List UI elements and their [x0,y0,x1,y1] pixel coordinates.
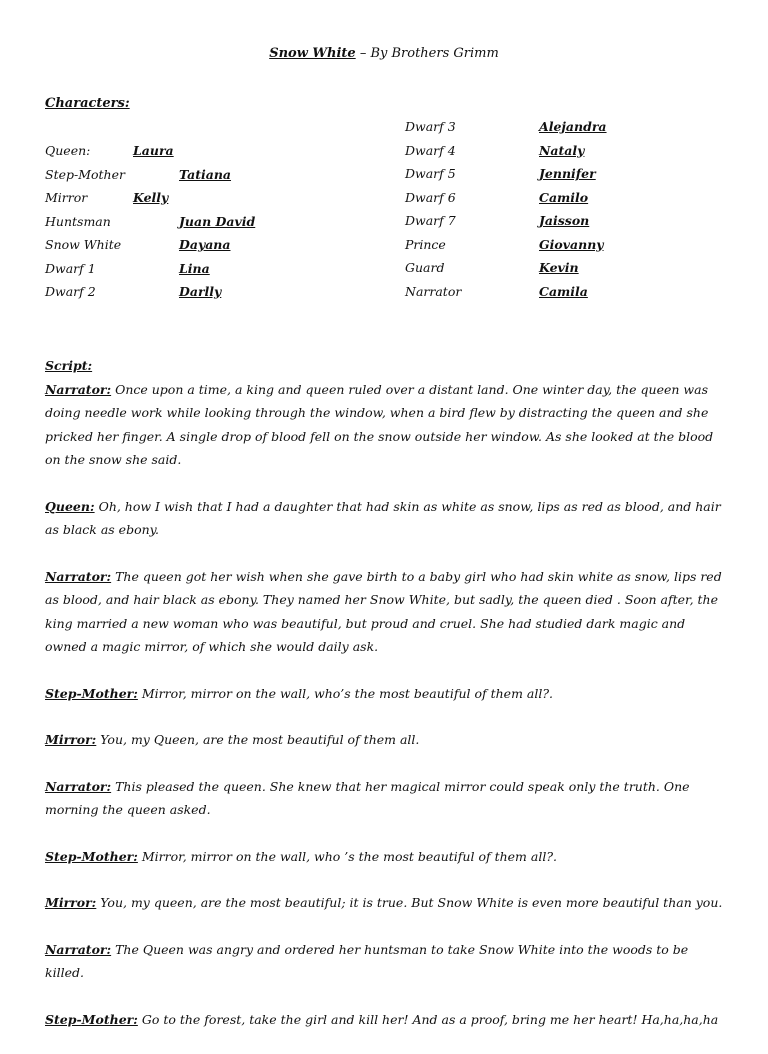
script-line [45,891,730,915]
cast-row [405,119,705,139]
cast-actor: Kevin [539,260,579,275]
cast-role: Huntsman [45,213,111,229]
script-line [45,565,730,659]
cast-actor: Kelly [133,190,169,205]
cast-actor: Lina [179,260,210,276]
cast-role: Dwarf 1 [45,260,96,276]
speaker-name: Mirror: [45,732,97,747]
dialogue-text: Once upon a time, a king and queen ruled over a distant land. One winter day, the queen was doing needle work while looking through the window, when a bird flew by distracting the queen and she pricked her finger. A single drop of blood fell on the snow outside her window. As she looked at the blood on the snow she said. [45,381,714,467]
script-line [45,682,730,706]
cast-actor: Giovanny [539,236,604,252]
cast-role: Dwarf 3 [405,119,456,134]
speaker-name: Narrator: [45,941,112,957]
dialogue-text: Go to the forest, take the girl and kill her! And as a proof, bring me her heart! Ha,ha,ha,ha [137,1011,719,1027]
script-line [45,495,730,542]
cast-row [45,143,345,163]
script-line [45,845,730,869]
cast-list-left [45,143,345,313]
dialogue-text: The queen got her wish when she gave birth to a baby girl who had skin white as snow, lips red as blood, and hair black as ebony. They named her Snow White, but sadly, the queen died . Soon after, the king married a new woman who was beautiful, but proud and cruel. She had studied dark magic and owned a magic mirror, of which she would daily ask. [45,568,722,654]
cast-role: Narrator [405,283,462,299]
cast-row [405,190,705,210]
dialogue-text: Mirror, mirror on the wall, who ’s the most beautiful of them all?. [137,848,557,864]
cast-role: Step-Mother [45,166,125,182]
cast-actor: Laura [133,143,174,158]
characters-heading: Characters: [45,96,130,111]
cast-role: Prince [405,236,446,252]
cast-role: Dwarf 2 [45,284,96,299]
script-line [45,775,730,822]
cast-row [45,237,345,257]
cast-row [45,214,345,234]
title-main: Snow White [269,46,356,61]
cast-actor: Alejandra [539,119,607,134]
cast-row [405,237,705,257]
cast-actor: Tatiana [179,166,232,182]
script-line [45,1008,730,1032]
dialogue-text: Oh, how I wish that I had a daughter that had skin as white as snow, lips as red as blood, and hair as black as ebony. [45,498,721,537]
script-line [45,938,730,985]
cast-role: Dwarf 6 [405,189,456,205]
cast-role: Queen: [45,143,91,158]
speaker-name: Narrator: [45,568,112,584]
cast-role: Mirror [45,190,88,205]
speaker-name: Mirror: [45,895,97,910]
title-subtitle: By Brothers Grimm [370,46,499,61]
cast-actor: Dayana [179,237,231,252]
document-title [0,46,768,61]
cast-role: Guard [405,260,445,275]
speaker-name: Step-Mother: [45,848,138,864]
cast-row [45,167,345,187]
speaker-name: Queen: [45,498,95,514]
script-body [45,378,730,1032]
dialogue-text: You, my queen, are the most beautiful; it is true. But Snow White is even more beautiful than you. [96,895,723,910]
dialogue-text: The Queen was angry and ordered her huntsman to take Snow White into the woods to be killed. [45,941,689,980]
script-section [45,354,730,1054]
speaker-name: Step-Mother: [45,1011,138,1027]
cast-actor: Camila [539,283,588,299]
cast-actor: Jennifer [539,166,596,181]
speaker-name: Step-Mother: [45,685,138,701]
dialogue-text: You, my Queen, are the most beautiful of them all. [96,732,420,747]
dialogue-text: Mirror, mirror on the wall, who’s the most beautiful of them all?. [137,685,554,701]
cast-row [405,284,705,304]
cast-role: Dwarf 4 [405,142,456,158]
cast-actor: Nataly [539,142,585,158]
cast-list-right [405,119,705,314]
script-line [45,378,730,472]
cast-actor: Juan David [179,213,256,229]
cast-actor: Darlly [179,284,222,299]
cast-role: Dwarf 7 [405,213,456,228]
cast-row [45,261,345,281]
cast-row [405,260,705,280]
cast-role: Snow White [45,237,122,252]
cast-actor: Jaisson [539,213,590,228]
cast-row [45,190,345,210]
cast-row [405,166,705,186]
script-line [45,728,730,752]
cast-row [405,213,705,233]
script-heading: Script: [45,358,93,373]
cast-row [45,284,345,304]
cast-row [405,143,705,163]
speaker-name: Narrator: [45,778,112,794]
title-separator: – [355,46,371,61]
cast-actor: Camilo [539,189,589,205]
dialogue-text: This pleased the queen. She knew that her magical mirror could speak only the truth. One morning the queen asked. [45,778,690,817]
cast-role: Dwarf 5 [405,166,456,181]
speaker-name: Narrator: [45,381,112,397]
